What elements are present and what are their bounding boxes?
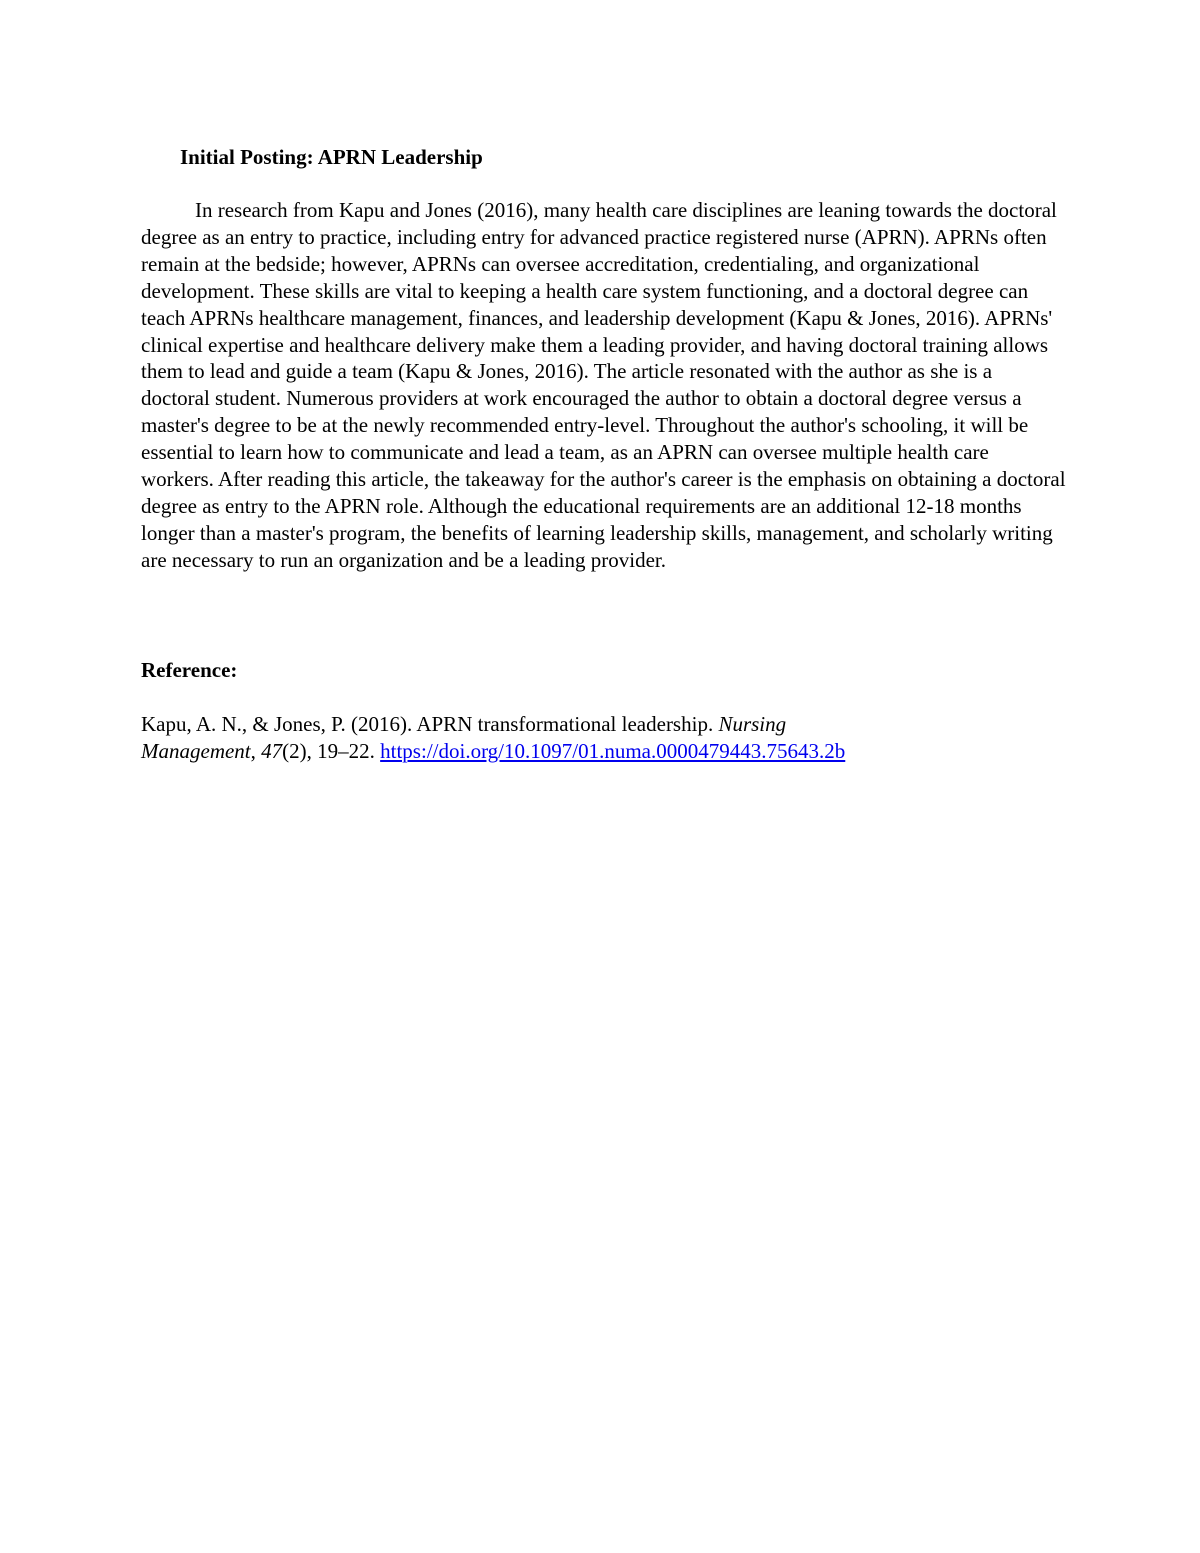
doi-link[interactable]: https://doi.org/10.1097/01.numa.0000479443.75643.2b — [380, 739, 846, 763]
reference-entry — [141, 711, 901, 765]
reference-volume: 47 — [261, 739, 283, 763]
reference-heading: Reference: — [141, 658, 238, 682]
body-paragraph: In research from Kapu and Jones (2016), many health care disciplines are leaning towards the doctoral degree as an entry to practice, including entry for advanced practice registered nurse (APRN). APRNs often remain at the bedside; however, APRNs can oversee accreditation, credentialing, and organizational development. These skills are vital to keeping a health care system functioning, and a doctoral degree can teach APRNs healthcare management, finances, and leadership development (Kapu & Jones, 2016). APRNs' clinical expertise and healthcare delivery make them a leading provider, and having doctoral training allows them to lead and guide a team (Kapu & Jones, 2016). The article resonated with the author as she is a doctoral student. Numerous providers at work encouraged the author to obtain a doctoral degree versus a master's degree to be at the newly recommended entry-level. Throughout the author's schooling, it will be essential to learn how to communicate and lead a team, as an APRN can oversee multiple health care workers. After reading this article, the takeaway for the author's career is the emphasis on obtaining a doctoral degree as entry to the APRN role. Although the educational requirements are an additional 12-18 months longer than a master's program, the benefits of learning leadership skills, management, and scholarly writing are necessary to run an organization and be a leading provider. — [141, 198, 1066, 572]
reference-journal: Nursing Management — [141, 712, 787, 763]
reference-authors-title: Kapu, A. N., & Jones, P. (2016). APRN transformational leadership. — [141, 712, 719, 736]
reference-issue-pages: (2), 19–22. — [282, 739, 381, 763]
reference-separator: , — [250, 739, 262, 763]
document-title: Initial Posting: APRN Leadership — [180, 145, 483, 169]
